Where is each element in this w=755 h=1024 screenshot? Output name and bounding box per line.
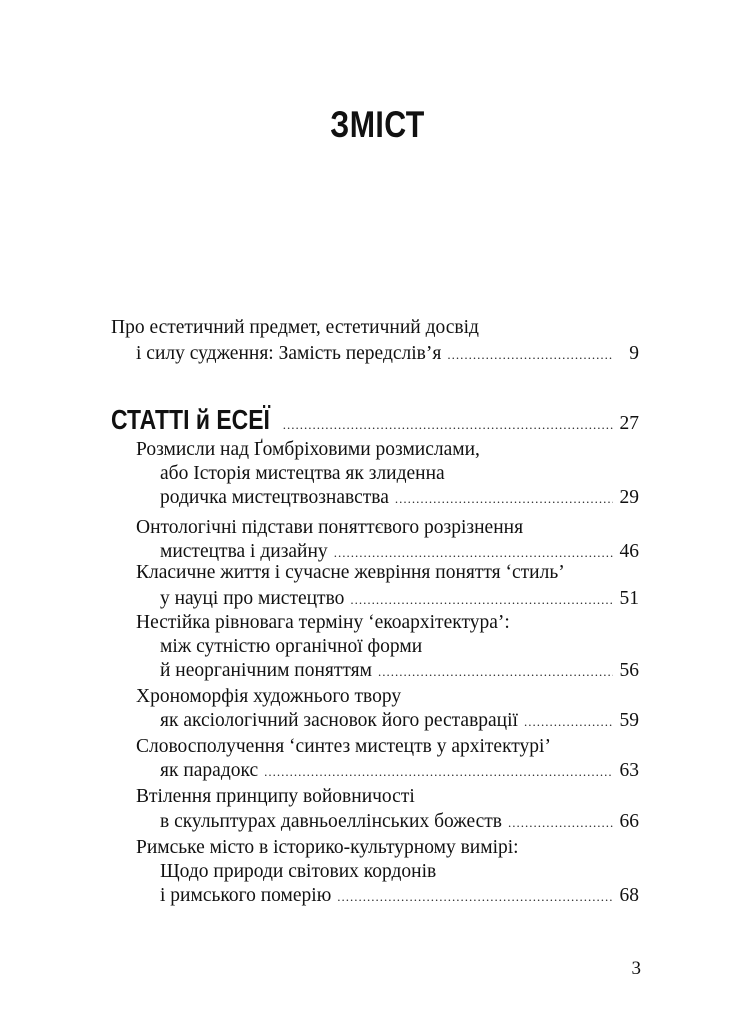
toc-page-number: 56 [619, 660, 639, 681]
toc-entry-1-line1[interactable] [136, 437, 639, 463]
toc-entry-text: Словосполучення ‘синтез мистецтв у архітектурі’ [136, 736, 551, 757]
toc-entry-text: в скульптурах давньоеллінських божеств [160, 811, 503, 832]
toc-page-number: 63 [619, 760, 639, 781]
toc-entry-5-line1[interactable] [136, 684, 639, 710]
toc-entry-2-line1[interactable] [136, 515, 639, 541]
toc-entry-1-line2[interactable] [160, 461, 639, 487]
toc-entry-text: Щодо природи світових кордонів [160, 861, 437, 882]
toc-entry-8-line1[interactable] [136, 835, 639, 861]
leader-dots [395, 486, 613, 512]
toc-entry-text: Римське місто в історико-культурному вимірі: [136, 837, 519, 858]
toc-entry-text: Хрономорфія художнього твору [136, 686, 402, 707]
leader-dots [378, 659, 613, 685]
leader-dots [283, 417, 614, 433]
toc-entry-7-line2[interactable] [160, 809, 639, 835]
leader-dots [447, 342, 613, 368]
toc-entry-4-line2[interactable] [160, 634, 639, 660]
toc-entry-text: Розмисли над Ґомбріховими розмислами, [136, 439, 480, 460]
toc-preface-line1[interactable] [111, 315, 639, 341]
toc-entry-text: як аксіологічний засновок його реставрації [160, 710, 518, 731]
toc-page-number: 9 [629, 343, 639, 364]
toc-entry-6-line2[interactable] [160, 758, 639, 784]
toc-entry-4-line3[interactable] [160, 658, 639, 684]
toc-entry-6-line1[interactable] [136, 734, 639, 760]
leader-dots [337, 884, 613, 910]
toc-entry-text: Класичне життя і сучасне жеврiння поняття ‘стиль’ [136, 562, 565, 583]
toc-section-heading[interactable] [111, 404, 639, 440]
toc-page-number: 66 [619, 811, 639, 832]
toc-entry-text: і римського померію [160, 885, 332, 906]
toc-page-number: 29 [619, 487, 639, 508]
toc-page-number: 68 [619, 885, 639, 906]
toc-entry-text: між сутністю органічної форми [160, 636, 423, 657]
section-title: СТАТТІ й ЕСЕЇ [111, 404, 270, 435]
toc-entry-text: родичка мистецтвознавства [160, 487, 389, 508]
toc-entry-5-line2[interactable] [160, 708, 639, 734]
toc-page-number: 46 [619, 541, 639, 562]
toc-entry-8-line3[interactable] [160, 883, 639, 909]
toc-entry-text: й неорганічним поняттям [160, 660, 372, 681]
page-title: ЗМІСТ [330, 104, 425, 145]
toc-entry-4-line1[interactable] [136, 610, 639, 636]
toc-entry-text: або Історія мистецтва як злиденна [160, 463, 445, 484]
toc-page-number: 27 [619, 413, 639, 434]
toc-entry-7-line1[interactable] [136, 784, 639, 810]
leader-dots [508, 810, 613, 836]
toc-entry-3-line1[interactable] [136, 560, 639, 586]
toc-entry-text: Нестійка рівновага терміну ‘екоархітектура’: [136, 612, 510, 633]
toc-entry-text: як парадокс [160, 760, 259, 781]
leader-dots [264, 759, 613, 785]
toc-page-number: 51 [619, 588, 639, 609]
toc-preface-line2[interactable] [136, 341, 639, 367]
toc-entry-text: мистецтва і дизайну [160, 541, 328, 562]
toc-entry-text: у науці про мистецтво [160, 588, 345, 609]
toc-entry-text: і силу судження: Замість передслів’я [136, 343, 442, 364]
page-folio: 3 [631, 958, 641, 979]
toc-entry-3-line2[interactable] [160, 586, 639, 612]
toc-page-number: 59 [619, 710, 639, 731]
toc-entry-8-line2[interactable] [160, 859, 639, 885]
toc-entry-text: Втілення принципу войовничості [136, 786, 415, 807]
leader-dots [524, 709, 613, 735]
toc-entry-text: Онтологічні підстави поняттєвого розрізнення [136, 517, 524, 538]
toc-entry-text: Про естетичний предмет, естетичний досвід [111, 317, 479, 338]
toc-entry-1-line3[interactable] [160, 485, 639, 511]
